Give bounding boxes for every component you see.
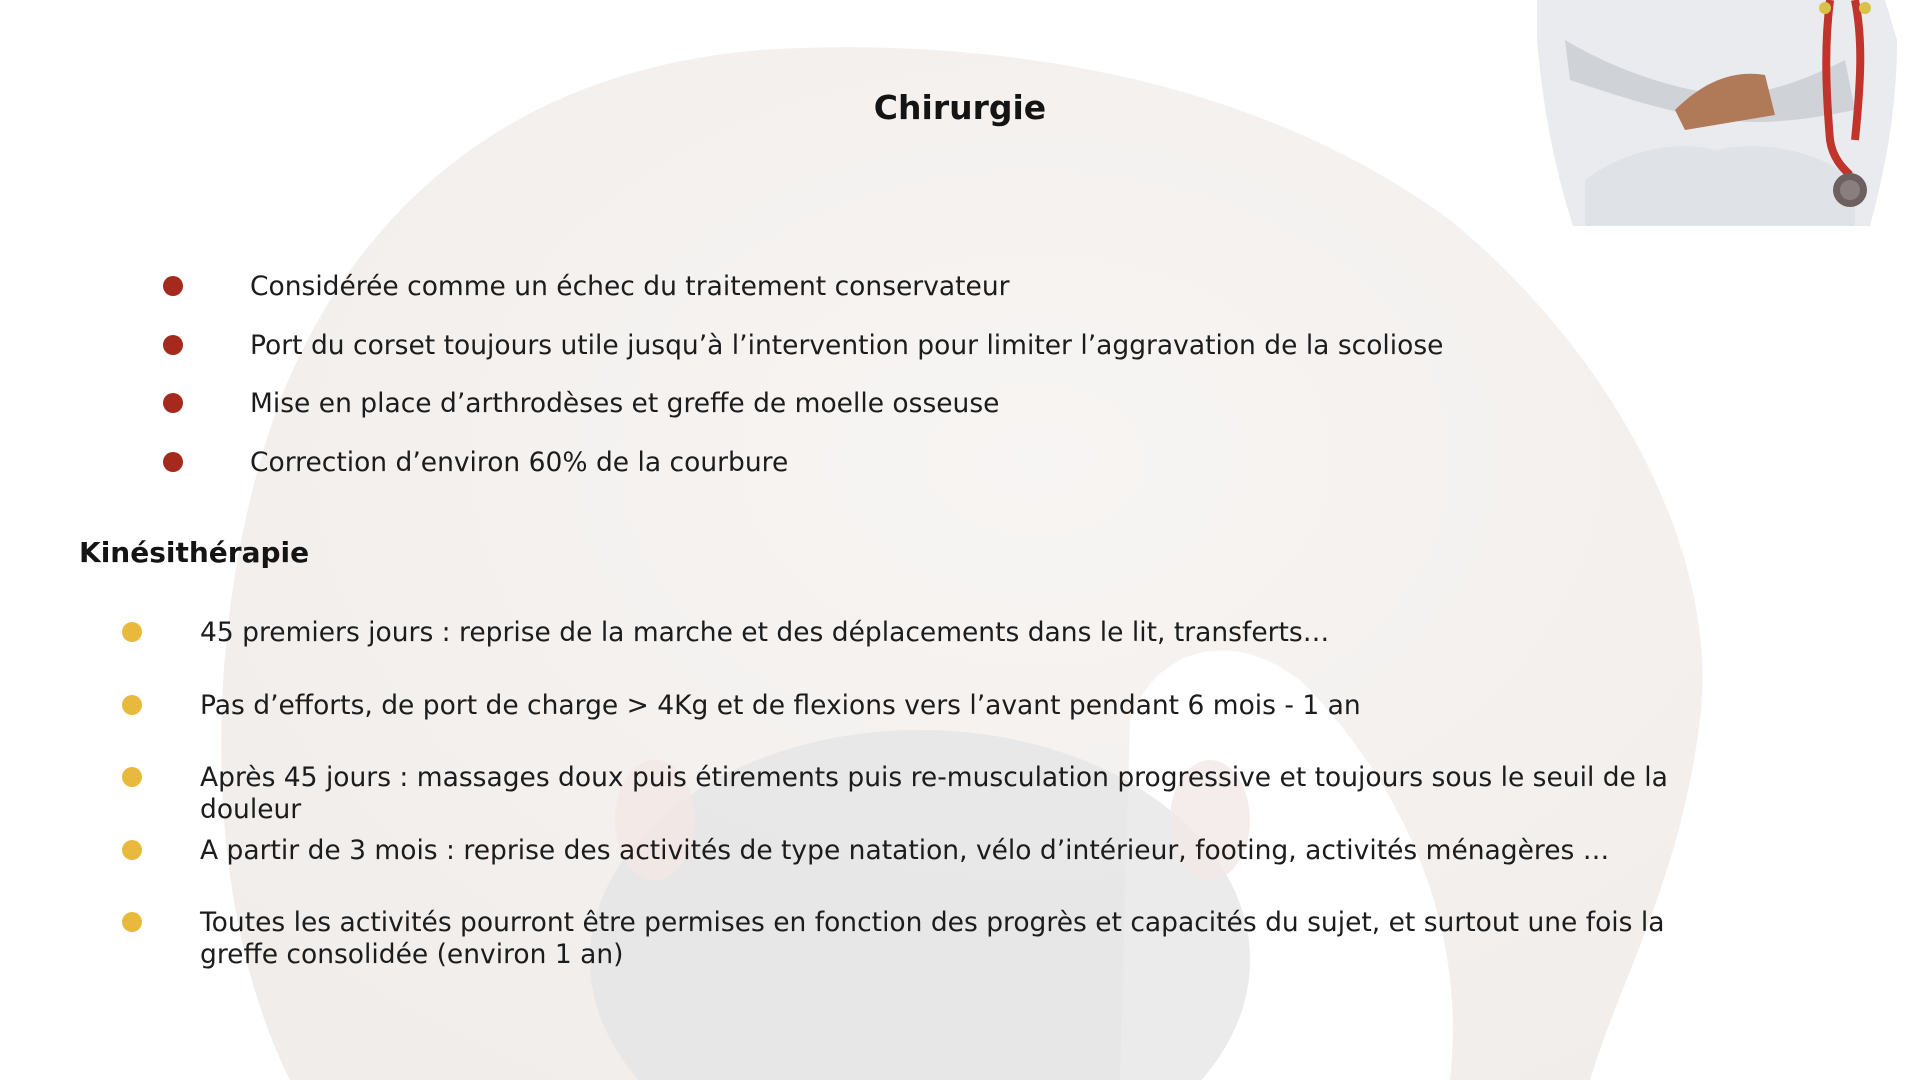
bullet-dot-icon	[163, 276, 183, 296]
bullet-dot-icon	[163, 335, 183, 355]
list-item-text: A partir de 3 mois : reprise des activités de type natation, vélo d’intérieur, footing, activités ménagères …	[200, 834, 1610, 866]
list-item-text: Correction d’environ 60% de la courbure	[250, 447, 789, 479]
list-item-text: Port du corset toujours utile jusqu’à l’intervention pour limiter l’aggravation de la scoliose	[250, 329, 1444, 361]
kinesitherapie-heading: Kinésithérapie	[79, 536, 310, 569]
list-item-text: Après 45 jours : massages doux puis étirements puis re-musculation progressive et toujours sous le seuil de la douleur	[200, 762, 1668, 825]
bullet-dot-icon	[122, 767, 142, 787]
bullet-dot-icon	[122, 695, 142, 715]
list-item-text: Mise en place d’arthrodèses et greffe de moelle osseuse	[250, 388, 1000, 420]
list-item-text: 45 premiers jours : reprise de la marche et des déplacements dans le lit, transferts…	[200, 617, 1330, 648]
bullet-dot-icon	[122, 622, 142, 642]
bullet-dot-icon	[163, 452, 183, 472]
bullet-dot-icon	[122, 912, 142, 932]
list-item-text: Toutes les activités pourront être permises en fonction des progrès et capacités du sujet, et surtout une fois la greffe consolidée (environ 1 an)	[200, 907, 1665, 970]
bullet-dot-icon	[122, 840, 142, 860]
list-item-text: Pas d’efforts, de port de charge > 4Kg et de flexions vers l’avant pendant 6 mois - 1 an	[200, 689, 1361, 721]
list-item-text: Considérée comme un échec du traitement conservateur	[250, 271, 1010, 302]
slide-title: Chirurgie	[873, 88, 1047, 127]
